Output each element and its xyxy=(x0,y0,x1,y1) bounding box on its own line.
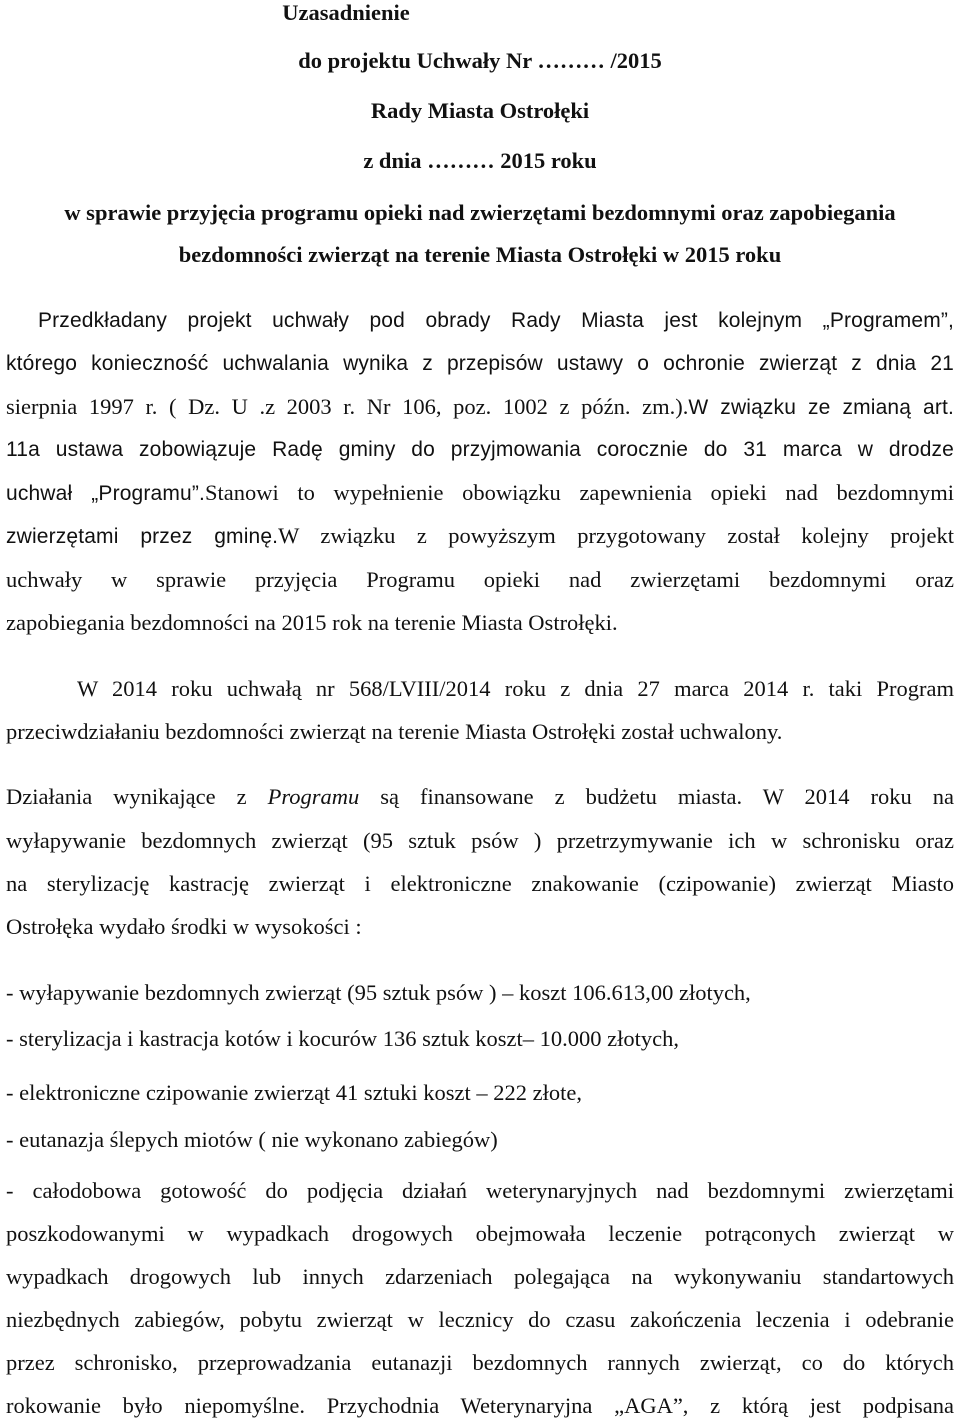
document-title: Uzasadnienie xyxy=(282,0,410,25)
expense-item-catching: - wyłapywanie bezdomnych zwierząt (95 sztuk psów ) – koszt 106.613,00 złotych, xyxy=(6,980,751,1005)
obligation-text: Stanowi to wypełnienie obowiązku zapewnienia opieki nad bezdomnymi xyxy=(204,480,954,505)
paragraph-1-line-5 xyxy=(6,480,954,507)
veterinary-readiness-line-5: przez schronisko, przeprowadzania eutanazji bezdomnych rannych zwierząt, co do których xyxy=(6,1350,954,1375)
veterinary-readiness-line-6: rokowanie było niepomyślne. Przychodnia Weterynaryjna „AGA”, z którą jest podpisana xyxy=(6,1393,954,1418)
veterinary-readiness-line-2: poszkodowanymi w wypadkach drogowych obejmowała leczenie potrąconych zwierząt w xyxy=(6,1221,954,1246)
resolution-number-line: do projektu Uchwały Nr ……… /2015 xyxy=(298,48,662,73)
expense-item-sterilization: - sterylizacja i kastracja kotów i kocurów 136 sztuk koszt– 10.000 złotych, xyxy=(6,1026,679,1051)
paragraph-1-line-2: którego konieczność uchwalania wynika z przepisów ustawy o ochronie zwierząt z dnia 21 xyxy=(6,352,954,375)
expense-item-chipping: - elektroniczne czipowanie zwierząt 41 sztuki koszt – 222 złote, xyxy=(6,1080,583,1105)
paragraph-3-line-2: wyłapywanie bezdomnych zwierząt (95 sztuk psów ) przetrzymywanie ich w schronisku oraz xyxy=(6,828,954,853)
veterinary-readiness-line-3: wypadkach drogowych lub innych zdarzeniach polegająca na wykonywaniu standartowych xyxy=(6,1264,954,1289)
program-reference: uchwał „Programu”. xyxy=(6,482,205,505)
paragraph-1-line-7: uchwały w sprawie przyjęcia Programu opieki nad zwierzętami bezdomnymi oraz xyxy=(6,567,954,592)
subject-line-1: w sprawie przyjęcia programu opieki nad zwierzętami bezdomnymi oraz zapobiegania xyxy=(64,200,896,225)
paragraph-1-line-1: Przedkładany projekt uchwały pod obrady Rady Miasta jest kolejnym „Programem”, xyxy=(38,309,954,332)
resolution-date-line: z dnia ……… 2015 roku xyxy=(363,148,597,173)
legal-reference: sierpnia 1997 r. ( Dz. U .z 2003 r. Nr 106, poz. 1002 z późn. zm.). xyxy=(6,394,689,419)
municipality-text: zwierzętami przez gminę. xyxy=(6,525,279,548)
program-name-italic: Programu xyxy=(267,784,360,809)
financing-text: są finansowane z budżetu miasta. W 2014 roku na xyxy=(380,784,954,809)
paragraph-1-line-4: 11a ustawa zobowiązuje Radę gminy do przyjmowania corocznie do 31 marca w drodze xyxy=(6,438,954,461)
paragraph-1-line-3 xyxy=(6,394,954,421)
paragraph-2-line-1: W 2014 roku uchwałą nr 568/LVIII/2014 roku z dnia 27 marca 2014 r. taki Program xyxy=(77,676,954,701)
paragraph-3-line-4: Ostrołęka wydało środki w wysokości : xyxy=(6,914,362,939)
expense-item-euthanasia: - eutanazja ślepych miotów ( nie wykonano zabiegów) xyxy=(6,1127,498,1152)
paragraph-1-line-8: zapobiegania bezdomności na 2015 rok na terenie Miasta Ostrołęki. xyxy=(6,610,618,635)
actions-text: Działania wynikające z xyxy=(6,784,247,809)
paragraph-1-line-6 xyxy=(6,523,954,550)
veterinary-readiness-line-1: - całodobowa gotowość do podjęcia działań weterynaryjnych nad bezdomnymi zwierzętami xyxy=(6,1178,954,1203)
paragraph-3-line-1 xyxy=(6,784,954,810)
paragraph-2-line-2: przeciwdziałaniu bezdomności zwierząt na terenie Miasta Ostrołęki został uchwalony. xyxy=(6,719,783,744)
prepared-project-text: W związku z powyższym przygotowany został kolejny projekt xyxy=(278,523,954,548)
amendment-text: W związku ze zmianą art. xyxy=(688,396,954,419)
paragraph-3-line-3: na sterylizację kastrację zwierząt i elektroniczne znakowanie (czipowanie) zwierząt Miasto xyxy=(6,871,954,896)
subject-line-2: bezdomności zwierząt na terenie Miasta Ostrołęki w 2015 roku xyxy=(178,242,782,267)
veterinary-readiness-line-4: niezbędnych zabiegów, pobytu zwierząt w lecznicy do czasu zakończenia leczenia i odebranie xyxy=(6,1307,954,1332)
council-name: Rady Miasta Ostrołęki xyxy=(370,98,590,123)
